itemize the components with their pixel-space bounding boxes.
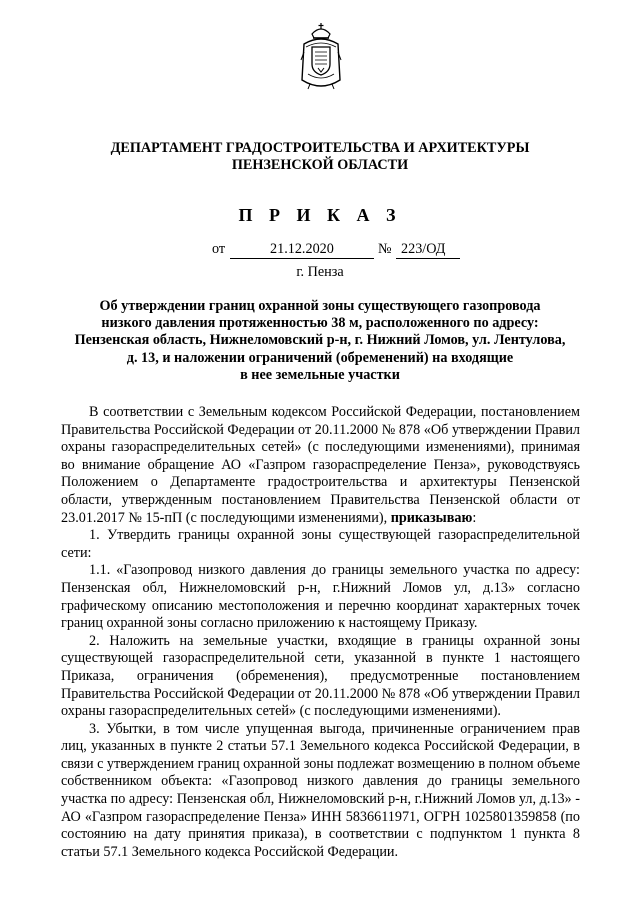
order-subject <box>60 298 580 384</box>
order-date: 21.12.2020 <box>270 241 334 257</box>
city-line: г. Пенза <box>296 264 344 280</box>
order-body <box>61 404 580 861</box>
paragraph-1: 1. Утвердить границы охранной зоны существующей газораспределительной сети: <box>61 527 580 561</box>
subject-line: низкого давления протяженностью 38 м, расположенного по адресу: <box>101 315 539 332</box>
intro-paragraph <box>61 404 580 527</box>
paragraph-2: 2. Наложить на земельные участки, входящие в границы охранной зоны существующей газораспределительной сети, указанной в пункте 1 настоящего Приказа, ограничения (обременения), предусмотренные постановлением Правительства Российской Федерации от 20.11.2000 № 878 «Об утверждении Правил охраны газораспределительных сетей» (с последующими изменениями). <box>61 632 580 720</box>
paragraph-1-1: 1.1. «Газопровод низкого давления до границы земельного участка по адресу: Пензенская обл, Нижнеломовский р-н, г.Нижний Ломов ул, д.13» согласно графическому описанию местоположения и перечню координат характерных точек границ охранной зоны согласно приложению к настоящему Приказу. <box>61 562 580 632</box>
document-type-title: П Р И К А З <box>238 205 402 225</box>
number-underline <box>396 258 460 259</box>
coat-of-arms-icon <box>298 22 344 92</box>
subject-line: в нее земельные участки <box>240 366 400 383</box>
subject-line: Об утверждении границ охранной зоны существующего газопровода <box>99 298 541 314</box>
department-title <box>40 140 600 174</box>
order-number: 223/ОД <box>401 241 446 257</box>
department-line-1: ДЕПАРТАМЕНТ ГРАДОСТРОИТЕЛЬСТВА И АРХИТЕКТУРЫ <box>110 140 530 156</box>
department-line-2: ПЕНЗЕНСКОЙ ОБЛАСТИ <box>231 157 409 173</box>
subject-line: д. 13, и наложении ограничений (обременений) на входящие <box>126 349 514 366</box>
date-prefix: от <box>212 241 226 257</box>
order-keyword: приказываю <box>390 509 473 526</box>
paragraph-3: 3. Убытки, в том числе упущенная выгода, причиненные ограничением прав лиц, указанных в пункте 2 статьи 57.1 Земельного кодекса Российской Федерации, в связи с утверждением границ охранной зоны подлежат возмещению в полном объеме собственником объекта: «Газопровод низкого давления до границы земельного участка по адресу: Пензенская обл, Нижнеломовский р-н, г.Нижний Ломов ул, д.13» - АО «Газпром газораспределение Пенза» ИНН 5836611971, ОГРН 1025801359858 (по состоянию на дату принятия приказа), в соответствии с подпунктом 1 пункта 8 статьи 57.1 Земельного кодекса Российской Федерации. <box>61 720 580 860</box>
intro-colon: : <box>472 509 477 526</box>
subject-line: Пензенская область, Нижнеломовский р-н, г. Нижний Ломов, ул. Лентулова, <box>74 332 566 349</box>
number-sign: № <box>378 241 392 257</box>
intro-text: В соответствии с Земельным кодексом Российской Федерации, постановлением Правительства Российской Федерации от 20.11.2000 № 878 «Об утверждении Правил охраны газораспределительных сетей» (с последующими изменениями), принимая во внимание обращение АО «Газпром газораспределение Пенза», руководствуясь Положением о Департаменте градостроительства и архитектуры Пензенской области, утвержденным постановлением Правительства Пензенской области от 23.01.2017 № 15-пП (с последующими изменениями), <box>61 404 580 526</box>
date-underline <box>230 258 374 259</box>
